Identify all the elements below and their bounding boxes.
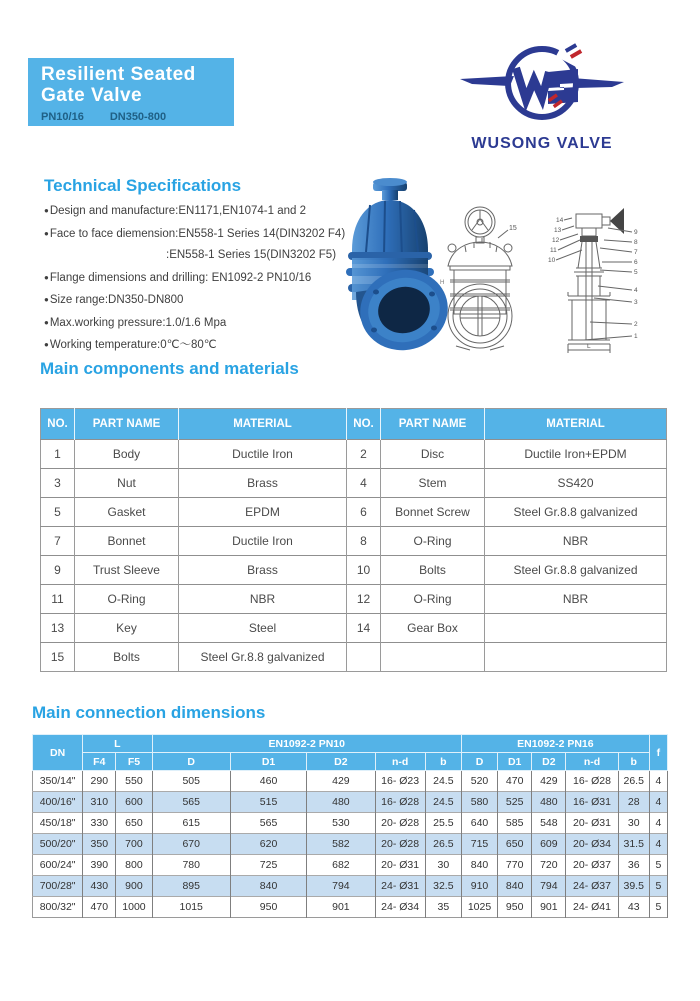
valve-drawing-section bbox=[528, 206, 658, 354]
dim-cell: 725 bbox=[230, 855, 306, 876]
dim-cell: 500/20" bbox=[33, 834, 83, 855]
bullet-icon: ● bbox=[44, 206, 49, 215]
dim-cell: 1000 bbox=[116, 897, 152, 918]
components-cell: Ductile Iron bbox=[179, 440, 347, 469]
components-cell: 9 bbox=[41, 556, 75, 585]
dim-cell: 24.5 bbox=[425, 792, 461, 813]
subtitle-pn: PN10/16 bbox=[41, 111, 84, 123]
dim-row bbox=[33, 876, 668, 897]
title-box bbox=[28, 58, 234, 126]
dim-sub-header: D1 bbox=[230, 753, 306, 771]
components-row bbox=[41, 440, 667, 469]
dim-label-l: L bbox=[587, 343, 591, 350]
dim-cell: 700/28" bbox=[33, 876, 83, 897]
bullet-icon: ● bbox=[44, 228, 49, 238]
dim-header-row1 bbox=[33, 735, 668, 753]
dim-cell: 4 bbox=[649, 771, 667, 792]
components-cell: Bolts bbox=[381, 556, 485, 585]
dim-cell: 310 bbox=[83, 792, 116, 813]
dim-cell: 429 bbox=[532, 771, 566, 792]
components-cell: 1 bbox=[41, 440, 75, 469]
callout-4: 4 bbox=[634, 287, 638, 294]
company-logo bbox=[452, 38, 632, 150]
tech-specs-heading: Technical Specifications bbox=[44, 176, 242, 195]
bullet-icon: ● bbox=[44, 317, 49, 327]
dim-cell: 470 bbox=[83, 897, 116, 918]
dim-cell: 350/14" bbox=[33, 771, 83, 792]
components-row bbox=[41, 643, 667, 672]
title-subtitle bbox=[41, 111, 234, 123]
components-col-header: NO. bbox=[41, 409, 75, 440]
dim-cell: 20- Ø31 bbox=[375, 855, 425, 876]
components-cell: 10 bbox=[347, 556, 381, 585]
dim-cell: 4 bbox=[649, 792, 667, 813]
components-cell: O-Ring bbox=[381, 585, 485, 614]
dim-cell: 650 bbox=[498, 834, 532, 855]
components-cell: Body bbox=[75, 440, 179, 469]
components-cell: Gasket bbox=[75, 498, 179, 527]
dim-cell: 430 bbox=[83, 876, 116, 897]
dim-cell: 600 bbox=[116, 792, 152, 813]
dim-cell: 16- Ø31 bbox=[566, 792, 618, 813]
callout-9: 9 bbox=[634, 229, 638, 236]
components-cell: 14 bbox=[347, 614, 381, 643]
components-row bbox=[41, 556, 667, 585]
dim-cell: 840 bbox=[461, 855, 497, 876]
dim-cell: 20- Ø34 bbox=[566, 834, 618, 855]
callout-8: 8 bbox=[634, 239, 638, 246]
dim-cell: 840 bbox=[498, 876, 532, 897]
components-cell: Bonnet Screw bbox=[381, 498, 485, 527]
dim-cell: 20- Ø28 bbox=[375, 834, 425, 855]
dim-row bbox=[33, 855, 668, 876]
components-cell: 11 bbox=[41, 585, 75, 614]
dim-cell: 5 bbox=[649, 855, 667, 876]
dim-cell: 390 bbox=[83, 855, 116, 876]
dim-cell: 36 bbox=[618, 855, 649, 876]
components-cell: Bonnet bbox=[75, 527, 179, 556]
dim-cell: 565 bbox=[230, 813, 306, 834]
dim-cell: 600/24" bbox=[33, 855, 83, 876]
subtitle-dn: DN350-800 bbox=[109, 111, 167, 123]
spec-bullet: ●Working temperature:0℃～80℃ bbox=[44, 339, 217, 351]
dim-cell: 682 bbox=[307, 855, 375, 876]
components-cell: Gear Box bbox=[381, 614, 485, 643]
dim-cell: 32.5 bbox=[425, 876, 461, 897]
dim-cell: 800 bbox=[116, 855, 152, 876]
dim-cell: 25.5 bbox=[425, 813, 461, 834]
dim-cell: 700 bbox=[116, 834, 152, 855]
dim-cell: 26.5 bbox=[618, 771, 649, 792]
callout-13: 13 bbox=[554, 227, 562, 234]
components-cell: SS420 bbox=[485, 469, 667, 498]
callout-14: 14 bbox=[556, 217, 564, 224]
components-col-header: MATERIAL bbox=[485, 409, 667, 440]
dim-sub-header: b bbox=[618, 753, 649, 771]
dim-cell: 780 bbox=[152, 855, 230, 876]
components-cell: Brass bbox=[179, 556, 347, 585]
dim-cell: 30 bbox=[618, 813, 649, 834]
callout-6: 6 bbox=[634, 259, 638, 266]
dim-cell: 16- Ø28 bbox=[566, 771, 618, 792]
dim-cell: 650 bbox=[116, 813, 152, 834]
components-row bbox=[41, 527, 667, 556]
spec-bullet: :EN558-1 Series 15(DIN3202 F5) bbox=[166, 249, 337, 261]
dim-cell: 26.5 bbox=[425, 834, 461, 855]
wusong-logo-icon bbox=[452, 38, 632, 130]
components-cell: NBR bbox=[179, 585, 347, 614]
dim-cell: 720 bbox=[532, 855, 566, 876]
components-cell: 4 bbox=[347, 469, 381, 498]
dim-cell: 30 bbox=[425, 855, 461, 876]
dim-cell: 550 bbox=[116, 771, 152, 792]
dim-cell: 43 bbox=[618, 897, 649, 918]
dim-sub-header: D bbox=[461, 753, 497, 771]
spec-bullet: ●Flange dimensions and drilling: EN1092-2 PN10/16 bbox=[44, 271, 312, 284]
dim-header-pn16: EN1092-2 PN16 bbox=[461, 735, 649, 753]
dim-cell: 640 bbox=[461, 813, 497, 834]
components-cell: Steel Gr.8.8 galvanized bbox=[179, 643, 347, 672]
dim-sub-header: D1 bbox=[498, 753, 532, 771]
bullet-icon: ● bbox=[44, 295, 49, 304]
dim-cell: 24- Ø37 bbox=[566, 876, 618, 897]
dimensions-heading: Main connection dimensions bbox=[32, 703, 266, 722]
components-cell: Steel Gr.8.8 galvanized bbox=[485, 556, 667, 585]
components-cell: O-Ring bbox=[381, 527, 485, 556]
dim-cell: 901 bbox=[307, 897, 375, 918]
components-col-header: PART NAME bbox=[75, 409, 179, 440]
dim-cell: 460 bbox=[230, 771, 306, 792]
callout-11: 11 bbox=[550, 247, 557, 254]
valve-photo bbox=[330, 172, 450, 354]
dim-cell: 5 bbox=[649, 897, 667, 918]
dim-sub-header: F4 bbox=[83, 753, 116, 771]
svg-text:H: H bbox=[440, 280, 445, 286]
callout-10: 10 bbox=[548, 257, 556, 264]
components-cell: Stem bbox=[381, 469, 485, 498]
dim-header-f: f bbox=[649, 735, 667, 771]
dim-cell: 900 bbox=[116, 876, 152, 897]
components-cell: Steel Gr.8.8 galvanized bbox=[485, 498, 667, 527]
page-title-line2: Gate Valve bbox=[41, 85, 143, 106]
components-col-header: PART NAME bbox=[381, 409, 485, 440]
components-cell: 5 bbox=[41, 498, 75, 527]
dim-cell: 565 bbox=[152, 792, 230, 813]
dim-cell: 39.5 bbox=[618, 876, 649, 897]
dim-cell: 16- Ø28 bbox=[375, 792, 425, 813]
dim-cell: 895 bbox=[152, 876, 230, 897]
callout-7: 7 bbox=[634, 249, 638, 256]
components-cell: Bolts bbox=[75, 643, 179, 672]
components-col-header: NO. bbox=[347, 409, 381, 440]
tech-specs-list bbox=[44, 200, 354, 357]
dimensions-table bbox=[32, 734, 668, 918]
dim-cell: 20- Ø28 bbox=[375, 813, 425, 834]
dim-cell: 620 bbox=[230, 834, 306, 855]
components-cell: 8 bbox=[347, 527, 381, 556]
dim-header-dn: DN bbox=[33, 735, 83, 771]
dim-cell: 770 bbox=[498, 855, 532, 876]
callout-5: 5 bbox=[634, 269, 638, 276]
components-row bbox=[41, 614, 667, 643]
dim-cell: 582 bbox=[307, 834, 375, 855]
dim-cell: 20- Ø31 bbox=[566, 813, 618, 834]
dim-row bbox=[33, 771, 668, 792]
dim-cell: 525 bbox=[498, 792, 532, 813]
dim-cell: 28 bbox=[618, 792, 649, 813]
dim-cell: 24- Ø34 bbox=[375, 897, 425, 918]
dim-row bbox=[33, 834, 668, 855]
dim-cell: 16- Ø23 bbox=[375, 771, 425, 792]
components-table bbox=[40, 408, 667, 672]
components-cell: Trust Sleeve bbox=[75, 556, 179, 585]
dim-header-row2 bbox=[33, 753, 668, 771]
dim-cell: 24- Ø31 bbox=[375, 876, 425, 897]
spec-bullet: ●Max.working pressure:1.0/1.6 Mpa bbox=[44, 316, 227, 329]
components-cell: 13 bbox=[41, 614, 75, 643]
dim-cell: 400/16" bbox=[33, 792, 83, 813]
dim-cell: 585 bbox=[498, 813, 532, 834]
bullet-icon: ● bbox=[44, 340, 49, 349]
callout-15: 15 bbox=[509, 225, 517, 232]
dim-cell: 450/18" bbox=[33, 813, 83, 834]
dim-cell: 470 bbox=[498, 771, 532, 792]
components-cell: Ductile Iron+EPDM bbox=[485, 440, 667, 469]
dim-cell: 4 bbox=[649, 813, 667, 834]
components-cell: EPDM bbox=[179, 498, 347, 527]
components-heading: Main components and materials bbox=[40, 359, 299, 378]
dim-cell: 794 bbox=[307, 876, 375, 897]
components-cell bbox=[485, 643, 667, 672]
dim-sub-header: D bbox=[152, 753, 230, 771]
components-cell: 7 bbox=[41, 527, 75, 556]
callout-1: 1 bbox=[634, 333, 638, 340]
dim-cell: 840 bbox=[230, 876, 306, 897]
dim-cell: 480 bbox=[532, 792, 566, 813]
components-cell bbox=[347, 643, 381, 672]
components-row bbox=[41, 585, 667, 614]
dim-cell: 480 bbox=[307, 792, 375, 813]
spec-bullet: ●Design and manufacture:EN1171,EN1074-1 and 2 bbox=[44, 205, 306, 217]
brand-name: WUSONG VALVE bbox=[471, 135, 613, 152]
dim-cell: 950 bbox=[230, 897, 306, 918]
components-cell: Ductile Iron bbox=[179, 527, 347, 556]
dim-cell: 950 bbox=[498, 897, 532, 918]
page-title-line1: Resilient Seated bbox=[41, 64, 196, 85]
components-cell: 2 bbox=[347, 440, 381, 469]
dim-sub-header: n-d bbox=[566, 753, 618, 771]
dim-cell: 609 bbox=[532, 834, 566, 855]
valve-drawing-front bbox=[440, 204, 526, 354]
dim-header-pn10: EN1092-2 PN10 bbox=[152, 735, 461, 753]
components-cell: Disc bbox=[381, 440, 485, 469]
components-cell: NBR bbox=[485, 527, 667, 556]
dim-header-l: L bbox=[83, 735, 152, 753]
dim-cell: 330 bbox=[83, 813, 116, 834]
dim-cell: 794 bbox=[532, 876, 566, 897]
dim-cell: 715 bbox=[461, 834, 497, 855]
components-cell: O-Ring bbox=[75, 585, 179, 614]
components-header-row bbox=[41, 409, 667, 440]
dim-cell: 290 bbox=[83, 771, 116, 792]
dim-cell: 1025 bbox=[461, 897, 497, 918]
dim-sub-header: D2 bbox=[532, 753, 566, 771]
dim-sub-header: D2 bbox=[307, 753, 375, 771]
dim-cell: 910 bbox=[461, 876, 497, 897]
dim-cell: 4 bbox=[649, 834, 667, 855]
dim-cell: 515 bbox=[230, 792, 306, 813]
components-col-header: MATERIAL bbox=[179, 409, 347, 440]
components-cell: 3 bbox=[41, 469, 75, 498]
components-cell bbox=[381, 643, 485, 672]
spec-bullet: ●Face to face diemension:EN558-1 Series 14(DIN3202 F4) bbox=[44, 227, 346, 240]
dim-cell: 530 bbox=[307, 813, 375, 834]
components-cell: 6 bbox=[347, 498, 381, 527]
dim-cell: 20- Ø37 bbox=[566, 855, 618, 876]
dim-cell: 505 bbox=[152, 771, 230, 792]
dim-sub-header: b bbox=[425, 753, 461, 771]
components-cell bbox=[485, 614, 667, 643]
components-cell: Key bbox=[75, 614, 179, 643]
dim-cell: 548 bbox=[532, 813, 566, 834]
components-cell: 15 bbox=[41, 643, 75, 672]
components-cell: NBR bbox=[485, 585, 667, 614]
components-row bbox=[41, 469, 667, 498]
components-cell: 12 bbox=[347, 585, 381, 614]
dim-cell: 901 bbox=[532, 897, 566, 918]
components-cell: Brass bbox=[179, 469, 347, 498]
components-row bbox=[41, 498, 667, 527]
dim-cell: 670 bbox=[152, 834, 230, 855]
dim-cell: 35 bbox=[425, 897, 461, 918]
dim-cell: 520 bbox=[461, 771, 497, 792]
dim-cell: 31.5 bbox=[618, 834, 649, 855]
dim-cell: 24- Ø41 bbox=[566, 897, 618, 918]
spec-bullet: ●Size range:DN350-DN800 bbox=[44, 294, 184, 306]
bullet-icon: ● bbox=[44, 272, 49, 282]
dim-cell: 615 bbox=[152, 813, 230, 834]
dim-sub-header: n-d bbox=[375, 753, 425, 771]
callout-3: 3 bbox=[634, 299, 638, 306]
callout-2: 2 bbox=[634, 321, 638, 328]
callout-12: 12 bbox=[552, 237, 560, 244]
dim-cell: 1015 bbox=[152, 897, 230, 918]
components-cell: Nut bbox=[75, 469, 179, 498]
dim-row bbox=[33, 792, 668, 813]
dim-cell: 350 bbox=[83, 834, 116, 855]
dim-cell: 580 bbox=[461, 792, 497, 813]
dim-cell: 800/32" bbox=[33, 897, 83, 918]
dim-row bbox=[33, 897, 668, 918]
dim-sub-header: F5 bbox=[116, 753, 152, 771]
dim-cell: 5 bbox=[649, 876, 667, 897]
dim-cell: 24.5 bbox=[425, 771, 461, 792]
components-cell: Steel bbox=[179, 614, 347, 643]
dim-cell: 429 bbox=[307, 771, 375, 792]
dim-row bbox=[33, 813, 668, 834]
